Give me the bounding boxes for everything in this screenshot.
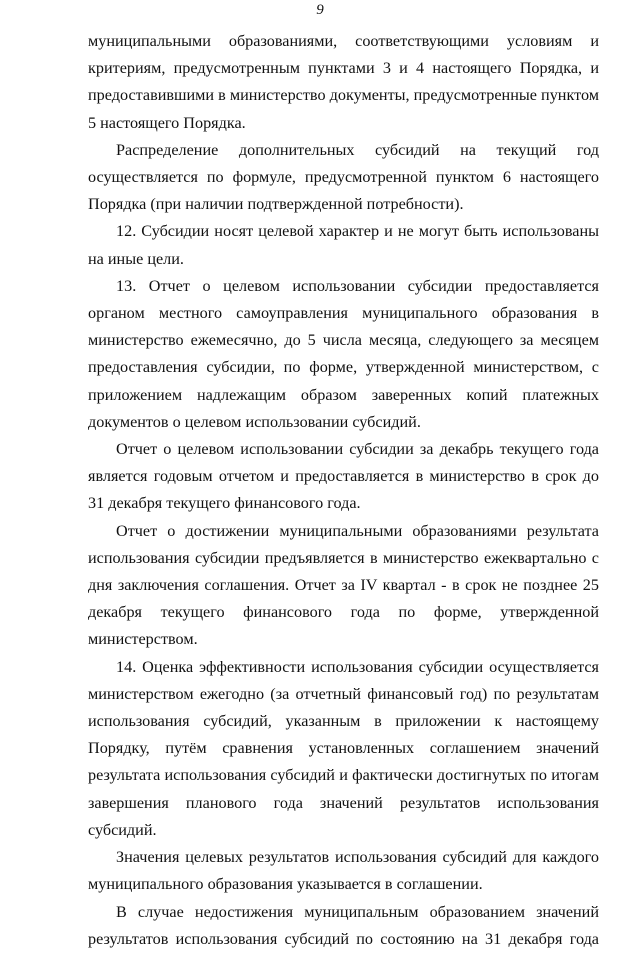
paragraph-target-values: Значения целевых результатов использования субсидий для каждого муниципального образования указывается в соглашении. [88,848,599,894]
page-number: 9 [316,2,324,18]
paragraph-december-report: Отчет о целевом использовании субсидии за декабрь текущего года является годовым отчетом и предоставляется в министерство в срок до 31 декабря текущего финансового года. [88,440,599,513]
paragraph-item-13: 13. Отчет о целевом использовании субсидии предоставляется органом местного самоуправления муниципального образования в министерство ежемесячно, до 5 числа месяца, следующего за месяцем предоставления субсидии, по форме, утвержденной министерством, с приложением надлежащим образом заверенных копий платежных документов о целевом использовании субсидий. [88,276,599,431]
paragraph-result-report: Отчет о достижении муниципальными образованиями результата использования субсидии предъявляется в министерство ежеквартально с дня заключения соглашения. Отчет за IV квартал - в срок не позднее 25 декабря текущего финансового года по форме, утвержденной министерством. [88,521,599,649]
paragraph-continuation: муниципальными образованиями, соответствующими условиям и критериям, предусмотренным пунктами 3 и 4 настоящего Порядка, и предоставившими в министерство документы, предусмотренные пунктом 5 настоящего Порядка. [88,32,599,132]
paragraph-item-14: 14. Оценка эффективности использования субсидии осуществляется министерством ежегодно (за отчетный финансовый год) по результатам использования субсидий, указанным в приложении к настоящему Порядку, путём сравнения установленных соглашением значений результата использования субсидий и фактически достигнутых по итогам завершения планового года значений результатов использования субсидий. [88,657,599,839]
paragraph-non-achievement: В случае недостижения муниципальным образованием значений результатов использования субсидий по состоянию на 31 декабря года [88,902,599,948]
paragraph-distribution: Распределение дополнительных субсидий на текущий год осуществляется по формуле, предусмотренной пунктом 6 настоящего Порядка (при наличии подтвержденной потребности). [88,140,599,214]
paragraph-item-12: 12. Субсидии носят целевой характер и не могут быть использованы на иные цели. [88,222,599,268]
document-body [88,28,599,953]
